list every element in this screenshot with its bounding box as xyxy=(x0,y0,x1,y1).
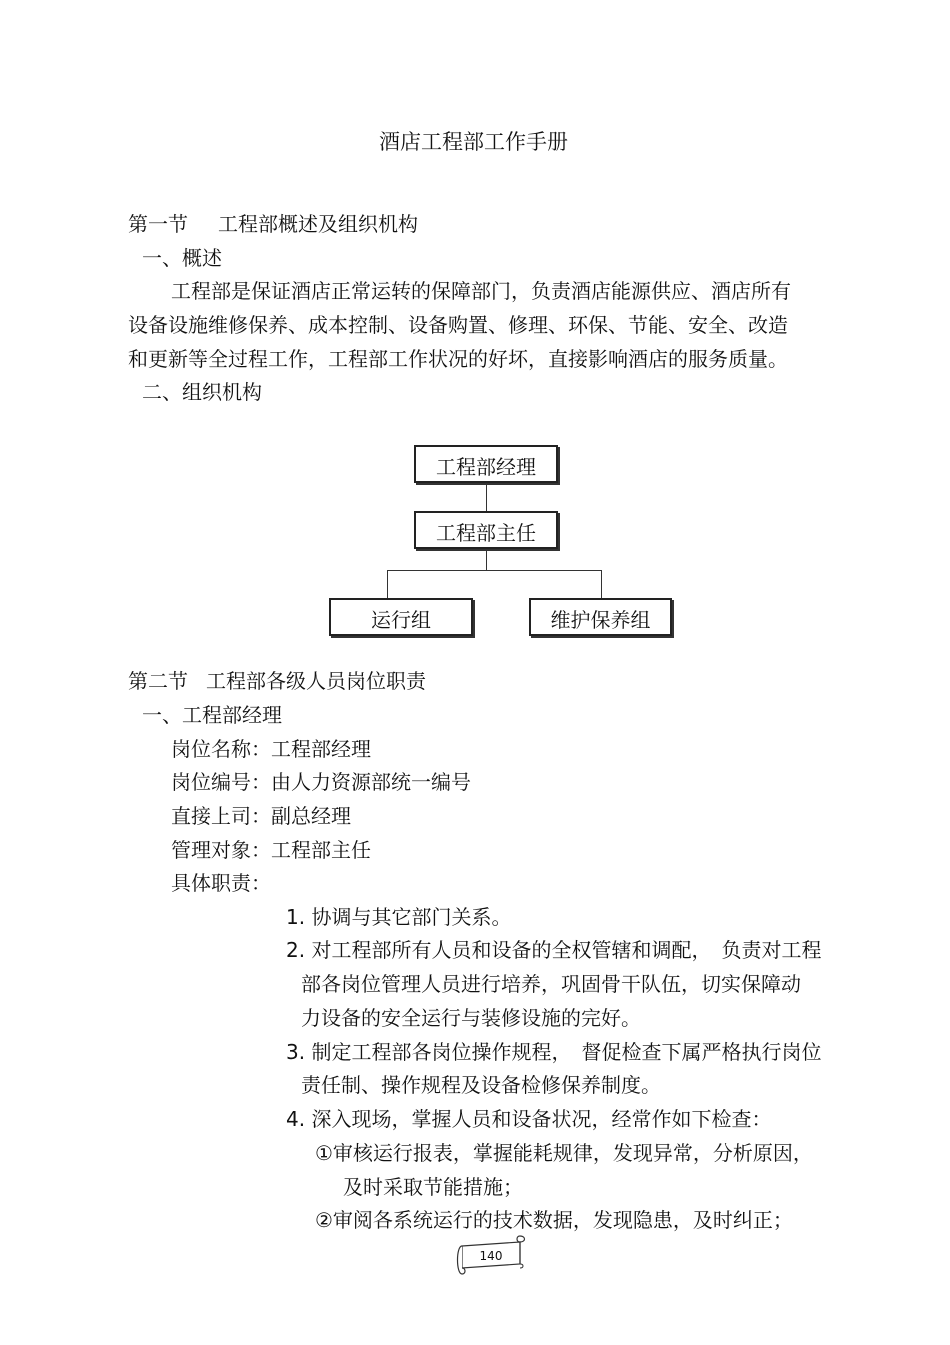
org-box-director: 工程部主任 xyxy=(414,511,558,549)
section1-sub-organization: 二、组织机构 xyxy=(142,380,262,404)
section2-number: 第二节 xyxy=(128,669,188,693)
section1-number: 第一节 xyxy=(128,212,188,236)
duty-line: 力设备的安全运行与装修设施的完好。 xyxy=(301,1006,641,1030)
field-line: 管理对象：工程部主任 xyxy=(171,838,371,862)
section2-heading: 工程部各级人员岗位职责 xyxy=(206,669,426,693)
org-box-operation-group: 运行组 xyxy=(329,598,473,636)
document-title: 酒店工程部工作手册 xyxy=(379,130,568,154)
page-number: 140 xyxy=(479,1249,503,1263)
org-box-maintenance-group: 维护保养组 xyxy=(529,598,672,636)
field-line: 岗位编号：由人力资源部统一编号 xyxy=(171,770,471,794)
duty-line: ①审核运行报表，掌握能耗规律，发现异常，分析原因， xyxy=(315,1141,813,1165)
duty-line: 责任制、操作规程及设备检修保养制度。 xyxy=(301,1073,661,1097)
section2-sub-manager: 一、工程部经理 xyxy=(142,703,282,727)
field-line: 直接上司：副总经理 xyxy=(171,804,351,828)
duty-line: 2. 对工程部所有人员和设备的全权管辖和调配， 负责对工程 xyxy=(286,938,822,962)
org-connector xyxy=(387,570,388,598)
duty-line: ②审阅各系统运行的技术数据，发现隐患，及时纠正； xyxy=(315,1208,793,1232)
duty-line: 及时采取节能措施； xyxy=(343,1175,523,1199)
org-connector xyxy=(486,482,487,512)
overview-paragraph-line: 设备设施维修保养、成本控制、设备购置、修理、环保、节能、安全、改造 xyxy=(128,313,788,337)
field-line: 具体职责： xyxy=(171,871,271,895)
section1-heading: 工程部概述及组织机构 xyxy=(218,212,418,236)
org-connector xyxy=(387,570,602,571)
duty-line: 3. 制定工程部各岗位操作规程， 督促检查下属严格执行岗位 xyxy=(286,1040,822,1064)
duty-line: 部各岗位管理人员进行培养，巩固骨干队伍，切实保障动 xyxy=(301,972,801,996)
overview-paragraph-line: 工程部是保证酒店正常运转的保障部门，负责酒店能源供应、酒店所有 xyxy=(171,279,791,303)
section1-sub-overview: 一、概述 xyxy=(142,246,222,270)
duty-line: 4. 深入现场，掌握人员和设备状况，经常作如下检查： xyxy=(286,1107,772,1131)
duty-line: 1. 协调与其它部门关系。 xyxy=(286,905,512,929)
page-number-scroll xyxy=(454,1234,528,1278)
org-connector xyxy=(601,570,602,598)
overview-paragraph-line: 和更新等全过程工作，工程部工作状况的好坏，直接影响酒店的服务质量。 xyxy=(128,347,788,371)
org-connector xyxy=(486,548,487,570)
org-box-manager: 工程部经理 xyxy=(414,445,558,483)
field-line: 岗位名称：工程部经理 xyxy=(171,737,371,761)
